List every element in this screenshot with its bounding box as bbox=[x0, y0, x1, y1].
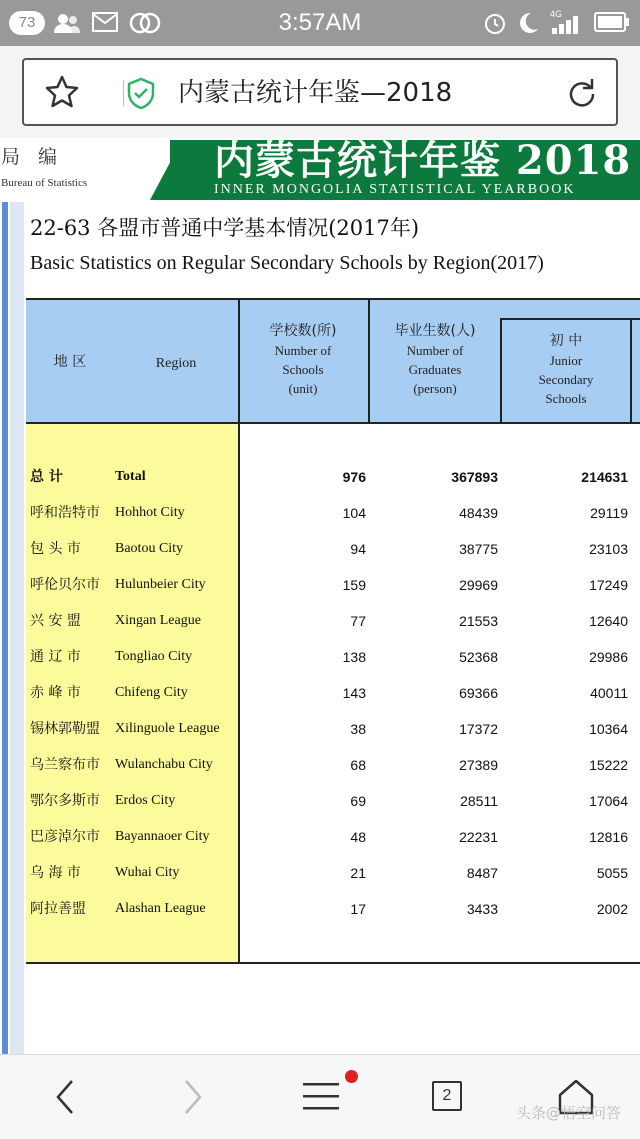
region-name-en: Baotou City bbox=[115, 541, 184, 556]
table-row bbox=[26, 531, 640, 567]
address-divider bbox=[123, 80, 124, 106]
schools-value: 48 bbox=[350, 829, 366, 845]
schools-value: 138 bbox=[342, 649, 366, 665]
page-title[interactable]: 内蒙古统计年鉴—2018 bbox=[178, 78, 453, 108]
region-name-en: Bayannaoer City bbox=[115, 829, 210, 844]
graduates-value: 28511 bbox=[460, 793, 498, 809]
header-region-en: Region bbox=[155, 356, 197, 371]
schools-value: 159 bbox=[342, 577, 366, 593]
col-divider-schools bbox=[368, 298, 370, 424]
table-row bbox=[26, 855, 640, 891]
left-border bbox=[2, 202, 8, 1054]
forward-icon[interactable] bbox=[178, 1077, 208, 1117]
table-row bbox=[26, 783, 640, 819]
schools-value: 143 bbox=[342, 685, 366, 701]
network-type-label: 4G bbox=[550, 9, 563, 19]
clock-time: 3:57AM bbox=[278, 9, 362, 36]
alarm-icon bbox=[483, 11, 507, 35]
schools-value: 21 bbox=[350, 865, 366, 881]
document-page[interactable] bbox=[0, 202, 640, 1054]
graduates-value: 367893 bbox=[451, 469, 498, 485]
table-bottom-line bbox=[26, 962, 640, 964]
region-name-cn: 总 计 bbox=[30, 469, 63, 485]
region-name-en: Hulunbeier City bbox=[115, 577, 206, 592]
region-name-en: Alashan League bbox=[115, 901, 206, 916]
watermark: 头条@悟空问答 bbox=[516, 1104, 622, 1122]
schools-value: 38 bbox=[350, 721, 366, 737]
region-name-en: Wulanchabu City bbox=[115, 757, 213, 772]
col-divider-graduates bbox=[500, 318, 502, 424]
address-bar[interactable] bbox=[22, 58, 618, 126]
table-title-cn: 22-63 各盟市普通中学基本情况(2017年) bbox=[30, 216, 420, 240]
junior-value: 12640 bbox=[589, 613, 628, 629]
star-bookmark-icon[interactable] bbox=[44, 75, 80, 109]
region-name-en: Hohhot City bbox=[115, 505, 185, 520]
notification-count-badge: 73 bbox=[9, 11, 45, 35]
junior-value: 23103 bbox=[589, 541, 628, 557]
schools-value: 976 bbox=[342, 469, 366, 485]
secure-shield-icon bbox=[126, 77, 156, 109]
table-row bbox=[26, 603, 640, 639]
bureau-label-cn: 局编 bbox=[1, 146, 76, 168]
header-schools: 学校数(所) Number of Schools (unit) bbox=[269, 323, 337, 396]
region-name-cn: 巴彦淖尔市 bbox=[30, 829, 100, 845]
banner-title-cn: 内蒙古统计年鉴 2018 bbox=[214, 138, 632, 184]
col-divider-junior bbox=[630, 318, 632, 424]
schools-value: 17 bbox=[350, 901, 366, 917]
region-name-cn: 赤 峰 市 bbox=[30, 685, 81, 701]
region-name-cn: 锡林郭勒盟 bbox=[30, 721, 100, 737]
graduates-value: 22231 bbox=[459, 829, 498, 845]
table-row bbox=[26, 891, 640, 927]
junior-value: 15222 bbox=[589, 757, 628, 773]
schools-value: 94 bbox=[350, 541, 366, 557]
junior-value: 29986 bbox=[589, 649, 628, 665]
graduates-value: 38775 bbox=[459, 541, 498, 557]
table-row bbox=[26, 495, 640, 531]
region-name-en: Xingan League bbox=[115, 613, 201, 628]
table-row bbox=[26, 639, 640, 675]
region-name-en: Tongliao City bbox=[115, 649, 193, 664]
region-name-cn: 乌 海 市 bbox=[30, 865, 81, 881]
region-name-cn: 呼和浩特市 bbox=[30, 505, 100, 521]
header-junior: 初 中 Junior Secondary Schools bbox=[538, 333, 594, 406]
region-name-cn: 阿拉善盟 bbox=[30, 901, 86, 917]
bureau-label-en: Bureau of Statistics bbox=[1, 177, 88, 189]
junior-value: 17064 bbox=[589, 793, 628, 809]
table-row bbox=[26, 819, 640, 855]
junior-value: 5055 bbox=[596, 865, 628, 881]
table-row bbox=[26, 675, 640, 711]
junior-value: 17249 bbox=[589, 577, 628, 593]
graduates-value: 17372 bbox=[459, 721, 498, 737]
schools-value: 104 bbox=[342, 505, 366, 521]
region-name-en: Wuhai City bbox=[115, 865, 180, 880]
header-region-cn: 地 区 bbox=[53, 354, 87, 370]
graduates-value: 27389 bbox=[459, 757, 498, 773]
region-name-cn: 包 头 市 bbox=[30, 541, 81, 557]
refresh-icon[interactable] bbox=[564, 76, 598, 110]
battery-icon bbox=[594, 12, 630, 32]
graduates-value: 69366 bbox=[459, 685, 498, 701]
region-name-en: Erdos City bbox=[115, 793, 176, 808]
table-row bbox=[26, 747, 640, 783]
junior-value: 2002 bbox=[596, 901, 628, 917]
bottom-navigation bbox=[0, 1054, 640, 1139]
table-row bbox=[26, 711, 640, 747]
schools-value: 68 bbox=[350, 757, 366, 773]
region-name-en: Total bbox=[115, 469, 146, 484]
region-name-en: Chifeng City bbox=[115, 685, 188, 700]
header-graduates: 毕业生数(人) Number of Graduates (person) bbox=[394, 323, 476, 396]
statistics-table bbox=[26, 298, 640, 966]
region-name-cn: 呼伦贝尔市 bbox=[30, 577, 100, 593]
junior-value: 12816 bbox=[589, 829, 628, 845]
menu-notification-dot bbox=[345, 1070, 358, 1083]
status-bar bbox=[0, 0, 640, 46]
junior-value: 40011 bbox=[590, 685, 628, 701]
left-margin bbox=[10, 202, 24, 1054]
graduates-value: 21553 bbox=[459, 613, 498, 629]
schools-value: 69 bbox=[350, 793, 366, 809]
junior-value: 29119 bbox=[590, 505, 628, 521]
region-name-cn: 乌兰察布市 bbox=[30, 757, 100, 773]
graduates-value: 52368 bbox=[459, 649, 498, 665]
junior-header-topline bbox=[500, 318, 640, 320]
table-title-en: Basic Statistics on Regular Secondary Schools by Region(2017) bbox=[30, 252, 544, 274]
junior-value: 214631 bbox=[581, 469, 628, 485]
banner-title-en: INNER MONGOLIA STATISTICAL YEARBOOK bbox=[214, 182, 576, 197]
region-name-cn: 鄂尔多斯市 bbox=[30, 793, 100, 809]
graduates-value: 29969 bbox=[459, 577, 498, 593]
yearbook-banner bbox=[0, 138, 640, 202]
table-row-total bbox=[26, 459, 640, 495]
graduates-value: 48439 bbox=[459, 505, 498, 521]
moon-icon bbox=[517, 11, 539, 35]
browser-toolbar bbox=[0, 46, 640, 138]
table-row bbox=[26, 567, 640, 603]
graduates-value: 3433 bbox=[466, 901, 498, 917]
junior-value: 10364 bbox=[589, 721, 628, 737]
tabs-button[interactable]: 2 bbox=[432, 1081, 462, 1111]
graduates-value: 8487 bbox=[466, 865, 498, 881]
region-name-en: Xilinguole League bbox=[115, 721, 220, 736]
region-name-cn: 兴 安 盟 bbox=[30, 613, 81, 629]
region-name-cn: 通 辽 市 bbox=[30, 649, 81, 665]
signal-icon bbox=[550, 14, 582, 34]
menu-icon[interactable] bbox=[302, 1081, 340, 1113]
schools-value: 77 bbox=[350, 613, 366, 629]
back-icon[interactable] bbox=[50, 1077, 80, 1117]
